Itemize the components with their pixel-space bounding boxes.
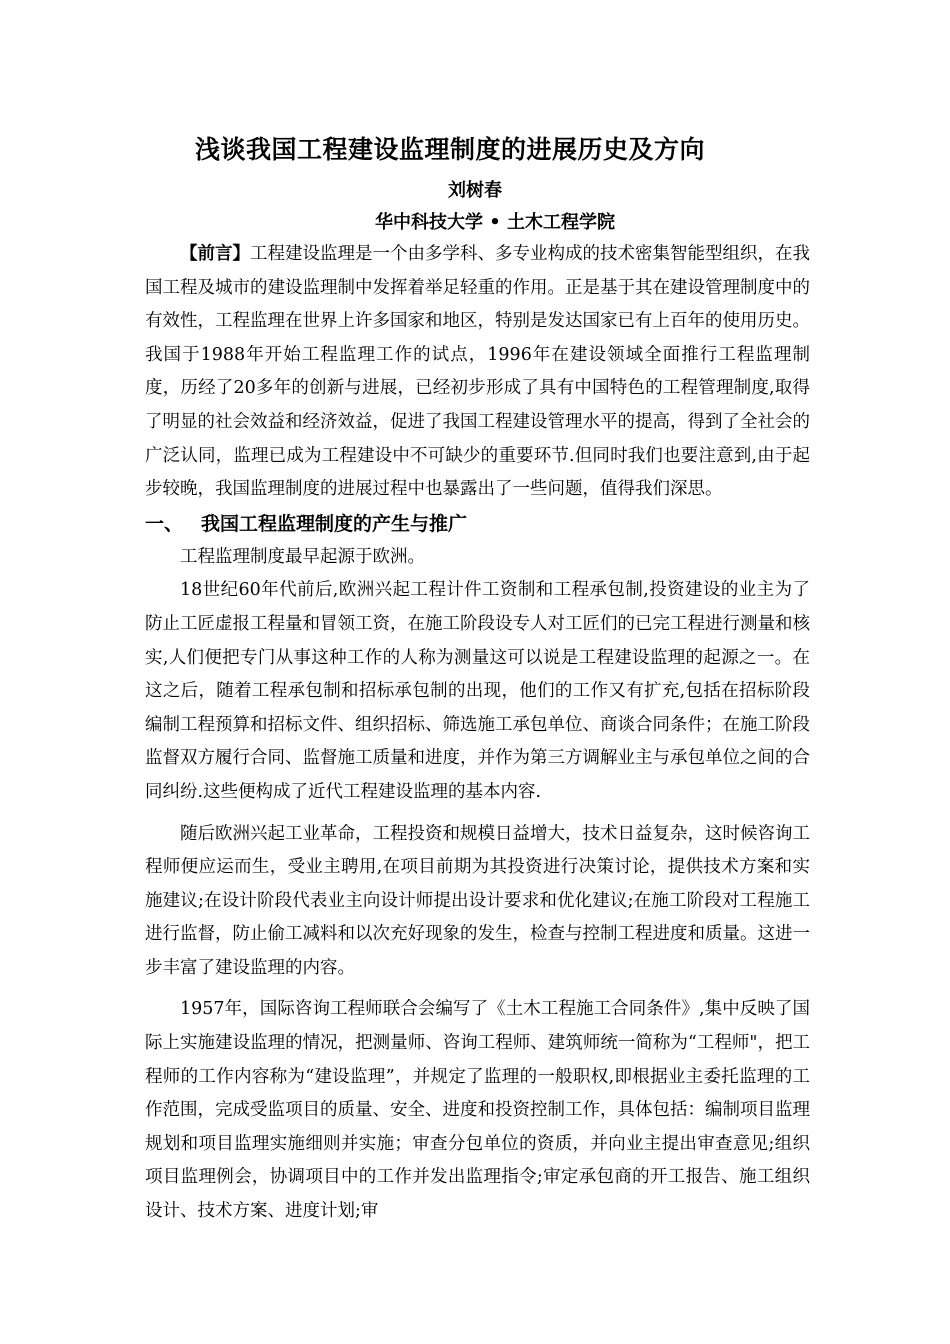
section-heading [145, 507, 810, 541]
body-paragraph: 1957年，国际咨询工程师联合会编写了《土木工程施工合同条件》,集中反映了国际上实施建设监理的情况，把测量师、咨询工程师、建筑师统一简称为“工程师"，把工程师的工作内容称为“建设监理”，并规定了监理的一般职权,即根据业主委托监理的工作范围，完成受监项目的质量、安全、进度和投资控制工作，具体包括：编制项目监理规划和项目监理实施细则并实施；审查分包单位的资质，并向业主提出审查意见;组织项目监理例会，协调项目中的工作并发出监理指令;审定承包商的开工报告、施工组织设计、技术方案、进度计划;审 [145, 999, 810, 1222]
preface-text: 工程建设监理是一个由多学科、多专业构成的技术密集智能型组织，在我国工程及城市的建设监理制中发挥着举足轻重的作用。正是基于其在建设管理制度中的有效性，工程监理在世界上许多国家和地区，特别是发达国家已有上百年的使用历史。我国于1988年开始工程监理工作的试点，1996年在建设领域全面推行工程监理制度，历经了20多年的创新与进展，已经初步形成了具有中国特色的工程管理制度,取得了明显的社会效益和经济效益，促进了我国工程建设管理水平的提高，得到了全社会的广泛认同，监理已成为工程建设中不可缺少的重要环节.但同时我们也要注意到,由于起步较晚，我国监理制度的进展过程中也暴露出了一些问题，值得我们深思。 [145, 244, 810, 500]
author-affiliation: 华中科技大学 • 土木工程学院 [374, 212, 616, 233]
author-name: 刘树春 [448, 180, 502, 201]
preface-label: 【前言】 [180, 244, 250, 264]
body-paragraph: 随后欧洲兴起工业革命，工程投资和规模日益增大，技术日益复杂，这时候咨询工程师便应运而生，受业主聘用,在项目前期为其投资进行决策讨论，提供技术方案和实施建议;在设计阶段代表业主向设计师提出设计要求和优化建议;在施工阶段对工程施工进行监督，防止偷工减料和以次充好现象的发生，检查与控制工程进度和质量。这进一步丰富了建设监理的内容。 [145, 823, 810, 978]
body-paragraph: 18世纪60年代前后,欧洲兴起工程计件工资制和工程承包制,投资建设的业主为了防止工匠虚报工程量和冒领工资，在施工阶段设专人对工匠们的已完工程进行测量和核实,人们便把专门从事这种工作的人称为测量这可以说是工程建设监理的起源之一。在这之后，随着工程承包制和招标承包制的出现，他们的工作又有扩充,包括在招标阶段编制工程预算和招标文件、组织招标、筛选施工承包单位、商谈合同条件；在施工阶段监督双方履行合同、监督施工质量和进度，并作为第三方调解业主与承包单位之间的合同纠纷.这些便构成了近代工程建设监理的基本内容. [145, 580, 810, 802]
section-number: 一、 [145, 512, 184, 535]
section-title: 我国工程监理制度的产生与推广 [201, 512, 468, 535]
body-paragraph: 工程监理制度最早起源于欧洲。 [180, 546, 425, 567]
preface-paragraph [145, 238, 810, 507]
document-title: 浅谈我国工程建设监理制度的进展历史及方向 [194, 135, 705, 164]
paragraph-gap [145, 810, 810, 818]
document-body [145, 238, 810, 1229]
paragraph-gap [145, 985, 810, 993]
